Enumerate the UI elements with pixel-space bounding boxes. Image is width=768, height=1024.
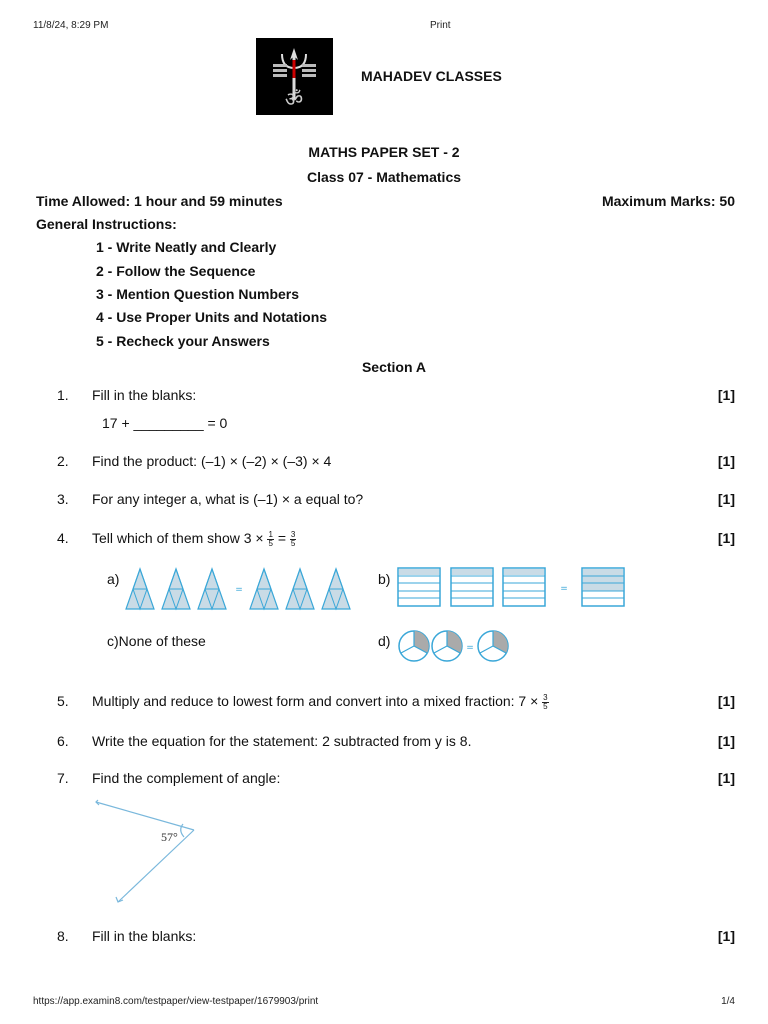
svg-text:=: =	[560, 584, 568, 594]
instruction-item: 3 - Mention Question Numbers	[96, 286, 300, 302]
question-number: 2.	[57, 453, 69, 469]
brand-name: MAHADEV CLASSES	[361, 68, 502, 84]
instruction-item: 4 - Use Proper Units and Notations	[96, 309, 328, 325]
question-text: Fill in the blanks:	[92, 387, 197, 403]
instruction-item: 5 - Recheck your Answers	[96, 333, 270, 349]
question-text: For any integer a, what is (–1) × a equal to?	[92, 491, 364, 507]
equals-sign: =	[277, 530, 287, 546]
fraction	[267, 531, 273, 548]
question-number: 7.	[57, 770, 69, 786]
question-marks: [1]	[717, 733, 735, 749]
trishul-om-logo-icon	[256, 38, 333, 115]
question-text-line	[92, 693, 549, 711]
fraction	[542, 694, 548, 711]
question-number: 3.	[57, 491, 69, 507]
question-text: Find the product: (–1) × (–2) × (–3) × 4	[92, 453, 332, 469]
page-number: 1/4	[721, 996, 735, 1007]
option-a-label: a)	[107, 571, 120, 587]
option-c-label: c)	[107, 633, 119, 649]
bar-figure-icon	[396, 566, 628, 608]
question-number: 8.	[57, 928, 69, 944]
question-text: Write the equation for the statement: 2 subtracted from y is 8.	[92, 733, 472, 749]
time-allowed: Time Allowed: 1 hour and 59 minutes	[36, 193, 283, 209]
instructions-heading: General Instructions:	[36, 216, 177, 232]
angle-figure-icon	[94, 798, 204, 908]
question-number: 5.	[57, 693, 69, 709]
logo	[256, 38, 333, 115]
fraction-denominator: 5	[543, 701, 548, 711]
question-marks: [1]	[717, 693, 735, 709]
question-marks: [1]	[717, 453, 735, 469]
question-subtext: 17 + _________ = 0	[102, 415, 228, 431]
question-number: 4.	[57, 530, 69, 546]
angle-label: 57°	[161, 830, 178, 844]
question-number: 1.	[57, 387, 69, 403]
question-text: Fill in the blanks:	[92, 928, 197, 944]
question-text-line	[92, 530, 296, 548]
fraction-numerator: 1	[268, 529, 273, 539]
option-b-label: b)	[378, 571, 391, 587]
svg-text:=: =	[235, 585, 243, 595]
fraction	[290, 531, 296, 548]
instruction-item: 2 - Follow the Sequence	[96, 263, 256, 279]
fraction-denominator: 5	[268, 538, 273, 548]
instruction-item: 1 - Write Neatly and Clearly	[96, 239, 277, 255]
question-number: 6.	[57, 733, 69, 749]
print-datetime: 11/8/24, 8:29 PM	[33, 20, 109, 31]
question-marks: [1]	[717, 928, 735, 944]
question-text: Find the complement of angle:	[92, 770, 281, 786]
option-d-label: d)	[378, 633, 391, 649]
question-text: Multiply and reduce to lowest form and convert into a mixed fraction: 7 ×	[92, 693, 539, 709]
option-c-text: None of these	[118, 633, 206, 649]
question-text: Tell which of them show 3 ×	[92, 530, 264, 546]
print-title: Print	[430, 20, 451, 31]
question-marks: [1]	[717, 491, 735, 507]
question-marks: [1]	[717, 387, 735, 403]
fraction-denominator: 5	[290, 538, 296, 548]
footer-url[interactable]: https://app.examin8.com/testpaper/view-testpaper/1679903/print	[33, 996, 319, 1007]
paper-title: MATHS PAPER SET - 2	[308, 144, 460, 160]
svg-text:=: =	[466, 643, 474, 653]
triangle-figure-icon	[124, 567, 356, 613]
fraction-numerator: 3	[543, 692, 548, 702]
section-heading: Section A	[361, 359, 427, 375]
paper-subtitle: Class 07 - Mathematics	[306, 169, 462, 185]
question-marks: [1]	[717, 770, 735, 786]
option-c	[107, 633, 206, 649]
max-marks: Maximum Marks: 50	[601, 193, 735, 209]
svg-text:ॐ: ॐ	[284, 87, 304, 111]
question-marks: [1]	[717, 530, 735, 546]
fraction-numerator: 3	[290, 529, 296, 539]
circle-figure-icon	[396, 628, 512, 664]
